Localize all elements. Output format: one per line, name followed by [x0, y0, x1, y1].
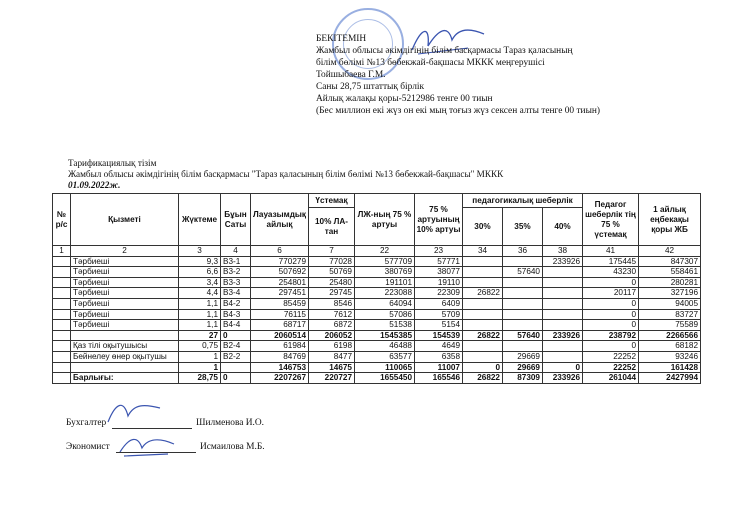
cell-ljn75: 1545385 [355, 330, 415, 341]
header-num: № р/с [53, 194, 71, 246]
cell-p40 [543, 309, 583, 320]
header-p40: 40% [543, 208, 583, 246]
cell-ustemak: 6198 [309, 341, 355, 352]
column-number: 38 [543, 246, 583, 257]
cell-p30 [463, 341, 503, 352]
cell-position: Тәрбиеші [71, 288, 179, 299]
cell-load: 9,3 [179, 256, 221, 267]
cell-p40: 0 [543, 362, 583, 373]
cell-fund: 68182 [639, 341, 701, 352]
cell-p40 [543, 267, 583, 278]
cell-ped-bonus: 238792 [583, 330, 639, 341]
cell-salary: 146753 [251, 362, 309, 373]
cell-ljn75: 51538 [355, 320, 415, 331]
accountant-name: Шилменова И.О. [196, 418, 264, 428]
column-number: 7 [309, 246, 355, 257]
cell-art75: 165546 [415, 373, 463, 384]
cell-position: Тәрбиеші [71, 256, 179, 267]
cell-row-num [53, 309, 71, 320]
cell-group: В2-2 [221, 351, 251, 362]
cell-ped-bonus: 175445 [583, 256, 639, 267]
cell-group: В2-4 [221, 341, 251, 352]
table-row [53, 341, 701, 352]
cell-p30 [463, 256, 503, 267]
cell-art75: 6409 [415, 298, 463, 309]
cell-ustemak: 8546 [309, 298, 355, 309]
column-number: 4 [221, 246, 251, 257]
cell-art75: 11007 [415, 362, 463, 373]
column-number: 6 [251, 246, 309, 257]
cell-position: Тәрбиеші [71, 309, 179, 320]
header-p35: 35% [503, 208, 543, 246]
cell-p40: 233926 [543, 256, 583, 267]
cell-fund: 327196 [639, 288, 701, 299]
cell-p30 [463, 309, 503, 320]
cell-row-num [53, 351, 71, 362]
cell-p40 [543, 320, 583, 331]
cell-fund: 2266566 [639, 330, 701, 341]
cell-p40 [543, 288, 583, 299]
cell-ustemak: 29745 [309, 288, 355, 299]
cell-fund: 2427994 [639, 373, 701, 384]
tariff-table [52, 193, 701, 384]
header-group: Бұын Саты [221, 194, 251, 246]
cell-ustemak: 50769 [309, 267, 355, 278]
cell-ped-bonus: 22252 [583, 362, 639, 373]
cell-ljn75: 63577 [355, 351, 415, 362]
column-number: 23 [415, 246, 463, 257]
economist-role: Экономист [66, 442, 110, 452]
cell-position: Бейнелеу өнер оқытушы [71, 351, 179, 362]
cell-art75: 154539 [415, 330, 463, 341]
accountant-role: Бухгалтер [66, 418, 107, 428]
cell-row-num [53, 277, 71, 288]
column-number: 34 [463, 246, 503, 257]
cell-position: Барлығы: [71, 373, 179, 384]
cell-ljn75: 191101 [355, 277, 415, 288]
economist-name: Исмаилова М.Б. [200, 442, 265, 452]
cell-ustemak: 7612 [309, 309, 355, 320]
approval-salary-words: (Бес миллион екі жүз он екі мың тоғыз жүз сексен алты тенге 00 тиын) [316, 106, 601, 116]
cell-p40: 233926 [543, 330, 583, 341]
table-row [53, 362, 701, 373]
header-la-tan: 10% ЛА-тан [309, 208, 355, 246]
header-ped-bonus: Педагог шеберлік тің 75 % үстемақ [583, 194, 639, 246]
table-row [53, 330, 701, 341]
cell-group: 0 [221, 373, 251, 384]
cell-load: 0,75 [179, 341, 221, 352]
cell-row-num [53, 362, 71, 373]
cell-salary: 2060514 [251, 330, 309, 341]
cell-salary: 254801 [251, 277, 309, 288]
cell-p30 [463, 267, 503, 278]
cell-p35 [503, 256, 543, 267]
cell-salary: 85459 [251, 298, 309, 309]
cell-salary: 507692 [251, 267, 309, 278]
table-row [53, 298, 701, 309]
cell-group: В4-4 [221, 320, 251, 331]
cell-load: 27 [179, 330, 221, 341]
cell-p30: 26822 [463, 288, 503, 299]
approval-line: білім бөлімі №13 бөбекжай-бақшасы МККК меңгерушісі [316, 58, 545, 68]
cell-load: 6,6 [179, 267, 221, 278]
cell-ped-bonus: 20117 [583, 288, 639, 299]
cell-ped-bonus: 0 [583, 320, 639, 331]
cell-row-num [53, 298, 71, 309]
cell-load: 4,4 [179, 288, 221, 299]
cell-salary: 297451 [251, 288, 309, 299]
column-number-row [53, 246, 701, 257]
approval-line: Жамбыл облысы әкімдігінің білім басқармасы Тараз қаласының [316, 46, 573, 56]
cell-art75: 6358 [415, 351, 463, 362]
cell-load: 1,1 [179, 309, 221, 320]
cell-ped-bonus: 22252 [583, 351, 639, 362]
cell-ljn75: 223088 [355, 288, 415, 299]
doc-subtitle: Жамбыл облысы әкімдігінің білім басқармасы "Тараз қаласының білім бөлімі №13 бөбекжай-бақшасы" МККК [68, 169, 504, 179]
cell-row-num [53, 320, 71, 331]
cell-ped-bonus: 0 [583, 341, 639, 352]
cell-ljn75: 380769 [355, 267, 415, 278]
cell-fund: 280281 [639, 277, 701, 288]
table-row [53, 288, 701, 299]
table-row [53, 351, 701, 362]
cell-position: Тәрбиеші [71, 277, 179, 288]
table-row [53, 320, 701, 331]
cell-p35 [503, 277, 543, 288]
doc-date: 01.09.2022ж. [68, 180, 121, 190]
cell-art75: 22309 [415, 288, 463, 299]
cell-art75: 57771 [415, 256, 463, 267]
cell-load: 1,1 [179, 298, 221, 309]
doc-title: Тарификациялық тізім [68, 158, 157, 168]
cell-fund: 93246 [639, 351, 701, 362]
cell-salary: 2207267 [251, 373, 309, 384]
header-load: Жүктеме [179, 194, 221, 246]
cell-salary: 76115 [251, 309, 309, 320]
approval-salary-fund: Айлық жалақы қоры-5212986 тенге 00 тиын [316, 94, 493, 104]
cell-ped-bonus: 0 [583, 309, 639, 320]
cell-row-num [53, 288, 71, 299]
cell-p40 [543, 277, 583, 288]
economist-signature [116, 432, 178, 462]
header-position: Қызметі [71, 194, 179, 246]
cell-salary: 68717 [251, 320, 309, 331]
header-ustemak: Үстемақ [309, 194, 355, 208]
cell-ped-bonus: 0 [583, 298, 639, 309]
cell-position: Тәрбиеші [71, 267, 179, 278]
table-row [53, 267, 701, 278]
header-ljn75: ЛЖ-ның 75 % артуы [355, 194, 415, 246]
cell-ustemak: 220727 [309, 373, 355, 384]
table-row [53, 256, 701, 267]
cell-load: 1 [179, 362, 221, 373]
column-number: 3 [179, 246, 221, 257]
cell-p35 [503, 341, 543, 352]
column-number: 1 [53, 246, 71, 257]
column-number: 36 [503, 246, 543, 257]
table-row [53, 373, 701, 384]
cell-position [71, 362, 179, 373]
cell-p35: 29669 [503, 362, 543, 373]
cell-ustemak: 14675 [309, 362, 355, 373]
cell-fund: 847307 [639, 256, 701, 267]
header-p30: 30% [463, 208, 503, 246]
cell-p40 [543, 341, 583, 352]
header-art75: 75 % артуының 10% артуы [415, 194, 463, 246]
cell-art75: 5709 [415, 309, 463, 320]
approval-heading: БЕКІТЕМІН [316, 34, 367, 44]
cell-ljn75: 57086 [355, 309, 415, 320]
cell-p35 [503, 320, 543, 331]
cell-salary: 770279 [251, 256, 309, 267]
cell-load: 28,75 [179, 373, 221, 384]
cell-p35: 29669 [503, 351, 543, 362]
cell-p30: 26822 [463, 373, 503, 384]
cell-load: 1 [179, 351, 221, 362]
cell-p40 [543, 351, 583, 362]
cell-ljn75: 1655450 [355, 373, 415, 384]
cell-salary: 84769 [251, 351, 309, 362]
cell-p40: 233926 [543, 373, 583, 384]
cell-ped-bonus: 0 [583, 277, 639, 288]
cell-row-num [53, 330, 71, 341]
cell-art75: 4649 [415, 341, 463, 352]
cell-fund: 161428 [639, 362, 701, 373]
cell-group: В3-4 [221, 288, 251, 299]
cell-group: В4-2 [221, 298, 251, 309]
signature-line [112, 428, 192, 429]
cell-p30 [463, 320, 503, 331]
cell-p35: 87309 [503, 373, 543, 384]
cell-p30 [463, 277, 503, 288]
cell-ped-bonus: 43230 [583, 267, 639, 278]
accountant-signature [104, 398, 164, 428]
cell-p35 [503, 309, 543, 320]
cell-p30 [463, 298, 503, 309]
cell-row-num [53, 267, 71, 278]
cell-group: В4-3 [221, 309, 251, 320]
cell-group: В3-1 [221, 256, 251, 267]
signature-line [116, 452, 196, 453]
header-salary: Лауазымдық айлық [251, 194, 309, 246]
cell-p35 [503, 298, 543, 309]
column-number: 42 [639, 246, 701, 257]
cell-p30 [463, 351, 503, 362]
cell-p35: 57640 [503, 330, 543, 341]
cell-position: Тәрбиеші [71, 298, 179, 309]
cell-row-num [53, 373, 71, 384]
cell-fund: 83727 [639, 309, 701, 320]
cell-p40 [543, 298, 583, 309]
cell-ustemak: 77028 [309, 256, 355, 267]
cell-fund: 558461 [639, 267, 701, 278]
cell-p30: 0 [463, 362, 503, 373]
cell-ustemak: 6872 [309, 320, 355, 331]
cell-position: Қаз тілі оқытушысы [71, 341, 179, 352]
cell-ljn75: 46488 [355, 341, 415, 352]
header-ped-skill: педагогикалық шеберлік [463, 194, 583, 208]
cell-ljn75: 64094 [355, 298, 415, 309]
column-number: 22 [355, 246, 415, 257]
cell-art75: 38077 [415, 267, 463, 278]
approval-staff-count: Саны 28,75 штаттық бірлік [316, 82, 425, 92]
cell-position: Тәрбиеші [71, 320, 179, 331]
table-row [53, 309, 701, 320]
header-fund: 1 айлық еңбекақы қоры ЖБ [639, 194, 701, 246]
cell-group: 0 [221, 330, 251, 341]
cell-p30: 26822 [463, 330, 503, 341]
cell-load: 1,1 [179, 320, 221, 331]
cell-ustemak: 206052 [309, 330, 355, 341]
column-number: 41 [583, 246, 639, 257]
cell-ustemak: 25480 [309, 277, 355, 288]
cell-art75: 19110 [415, 277, 463, 288]
cell-ustemak: 8477 [309, 351, 355, 362]
approval-director: Тойшыбаева Г.М. [316, 70, 386, 80]
cell-art75: 5154 [415, 320, 463, 331]
cell-ljn75: 577709 [355, 256, 415, 267]
cell-row-num [53, 341, 71, 352]
table-row [53, 277, 701, 288]
cell-ljn75: 110065 [355, 362, 415, 373]
column-number: 2 [71, 246, 179, 257]
cell-load: 3,4 [179, 277, 221, 288]
cell-fund: 94005 [639, 298, 701, 309]
cell-row-num [53, 256, 71, 267]
cell-ped-bonus: 261044 [583, 373, 639, 384]
cell-group [221, 362, 251, 373]
cell-group: В3-2 [221, 267, 251, 278]
cell-position [71, 330, 179, 341]
cell-salary: 61984 [251, 341, 309, 352]
cell-fund: 75589 [639, 320, 701, 331]
cell-p35: 57640 [503, 267, 543, 278]
cell-p35 [503, 288, 543, 299]
cell-group: В3-3 [221, 277, 251, 288]
